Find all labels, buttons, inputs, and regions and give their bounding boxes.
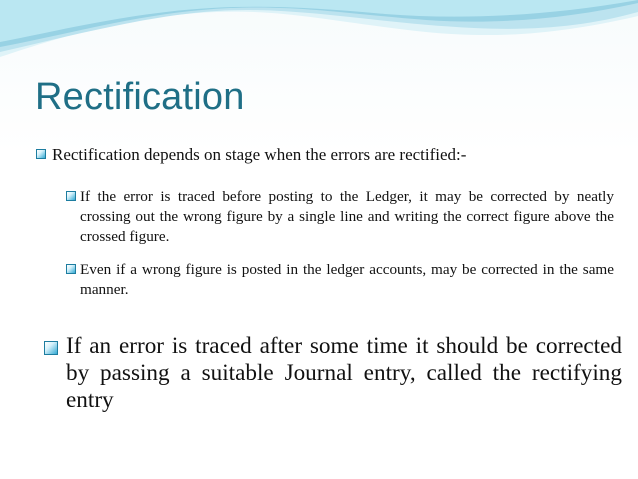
- bullet-text: Rectification depends on stage when the errors are rectified:-: [52, 145, 467, 164]
- bullet-after-some-time: [44, 333, 622, 414]
- bullet-text: If the error is traced before posting to the Ledger, it may be corrected by neatly crossing out the wrong figure by a single line and writing the correct figure above the crossed figure.: [80, 188, 614, 245]
- square-bullet-icon: [44, 341, 58, 355]
- square-bullet-icon: [66, 264, 76, 274]
- bullet-rectification-stage: [36, 145, 616, 165]
- page-title: Rectification: [35, 76, 245, 118]
- square-bullet-icon: [66, 191, 76, 201]
- bullet-before-posting: [66, 187, 614, 247]
- bullet-posted-ledger: [66, 260, 614, 300]
- square-bullet-icon: [36, 149, 46, 159]
- top-wave-decoration: [0, 0, 638, 80]
- bullet-text: If an error is traced after some time it should be corrected by passing a suitable Journal entry, called the rectifying entry: [66, 333, 622, 413]
- bullet-text: Even if a wrong figure is posted in the ledger accounts, may be corrected in the same manner.: [80, 261, 614, 298]
